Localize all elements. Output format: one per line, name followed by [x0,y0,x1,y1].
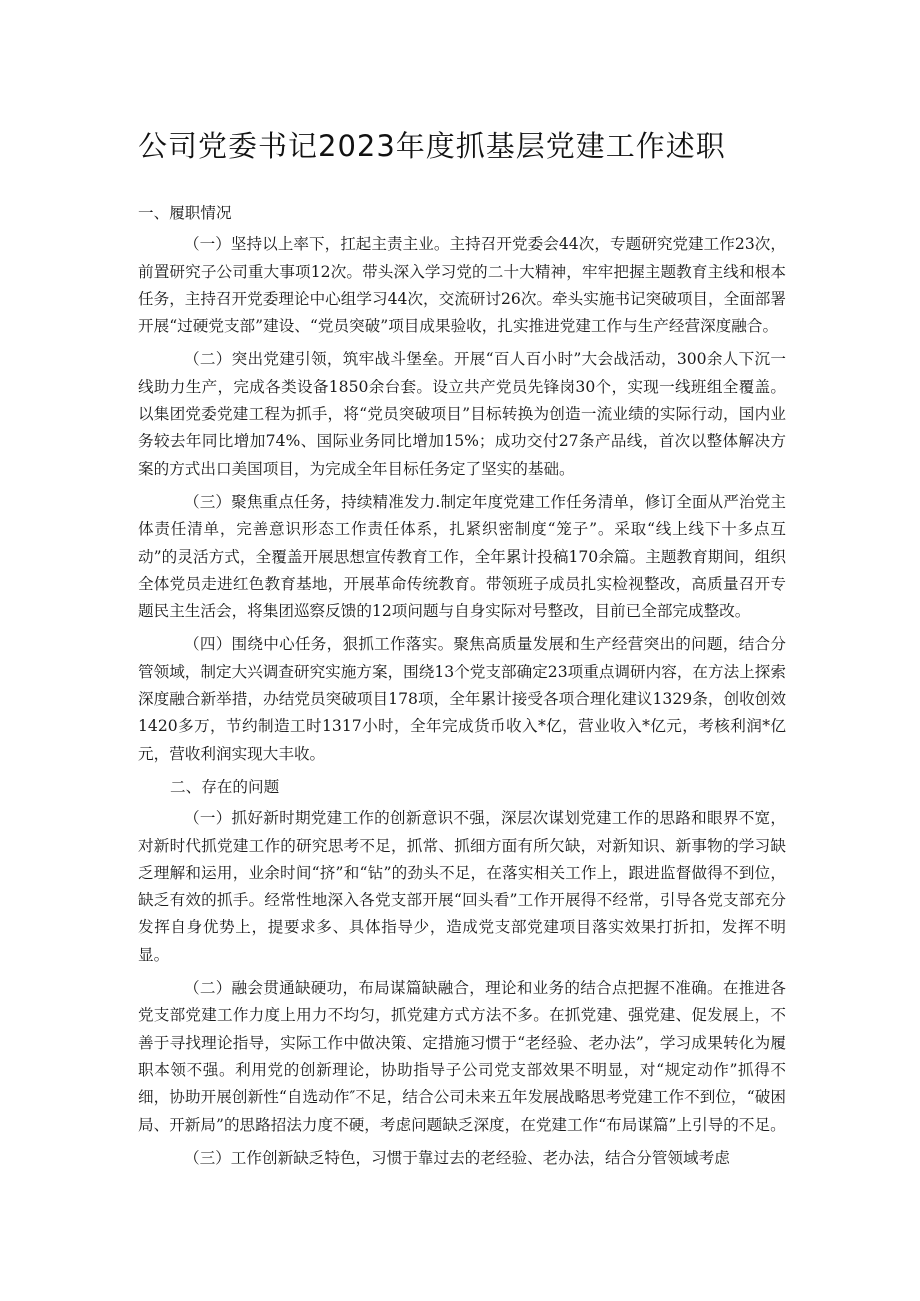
paragraph: （二）突出党建引领，筑牢战斗堡垒。开展“百人百小时”大会战活动，300余人下沉一线助力生产，完成各类设备1850余台套。设立共产党员先锋岗30个，实现一线班组全覆盖。以集团党委党建工程为抓手，将“党员突破项目”目标转换为创造一流业绩的实际行动，国内业务较去年同比增加74%、国际业务同比增加15%；成功交付27条产品线，首次以整体解决方案的方式出口美国项目，为完成全年目标任务定了坚实的基础。 [138,350,786,478]
document-title: 公司党委书记2023年度抓基层党建工作述职 [138,129,726,163]
paragraph: （一）抓好新时期党建工作的创新意识不强，深层次谋划党建工作的思路和眼界不宽，对新时代抓党建工作的研究思考不足，抓常、抓细方面有所欠缺，对新知识、新事物的学习缺乏理解和运用，业余时间“挤”和“钻”的劲头不足，在落实相关工作上，跟进监督做得不到位，缺乏有效的抓手。经常性地深入各党支部开展“回头看”工作开展得不经常，引导各党支部充分发挥自身优势上，提要求多、具体指导少，造成党支部党建项目落实效果打折扣，发挥不明显。 [138,809,786,964]
document-body [138,200,786,1178]
paragraph: （三）聚焦重点任务，持续精准发力.制定年度党建工作任务清单，修订全面从严治党主体责任清单，完善意识形态工作责任体系，扎紧织密制度“笼子”。采取“线上线下十多点互动”的灵活方式，全覆盖开展思想宣传教育工作，全年累计投稿170余篇。主题教育期间，组织全体党员走进红色教育基地，开展革命传统教育。带领班子成员扎实检视整改，高质量召开专题民主生活会，将集团巡察反馈的12项问题与自身实际对号整改，目前已全部完成整改。 [138,492,786,621]
paragraph: （三）工作创新缺乏特色，习惯于靠过去的老经验、老办法，结合分管领域考虑 [184,1148,730,1167]
section-heading-performance: 一、履职情况 [138,204,232,222]
paragraph: （一）坚持以上率下，扛起主责主业。主持召开党委会44次，专题研究党建工作23次，前置研究子公司重大事项12次。带头深入学习党的二十大精神，牢牢把握主题教育主线和根本任务，主持召开党委理论中心组学习44次，交流研讨26次。牵头实施书记突破项目，全面部署开展“过硬党支部”建设、“党员突破”项目成果验收，扎实推进党建工作与生产经营深度融合。 [138,235,786,336]
section-heading-problems: 二、存在的问题 [170,777,280,796]
paragraph: （四）围绕中心任务，狠抓工作落实。聚焦高质量发展和生产经营突出的问题，结合分管领域，制定大兴调查研究实施方案，围绕13个党支部确定23项重点调研内容，在方法上探索深度融合新举措，办结党员突破项目178项，全年累计接受各项合理化建议1329条，创收创效1420多万，节约制造工时1317小时，全年完成货币收入*亿，营业收入*亿元，考核利润*亿元，营收利润实现大丰收。 [138,635,786,763]
paragraph: （二）融会贯通缺硬功，布局谋篇缺融合，理论和业务的结合点把握不准确。在推进各党支部党建工作力度上用力不均匀，抓党建方式方法不多。在抓党建、强党建、促发展上，不善于寻找理论指导，实际工作中做决策、定措施习惯于“老经验、老办法”，学习成果转化为履职本领不强。利用党的创新理论，协助指导子公司党支部效果不明显，对“规定动作”抓得不细，协助开展创新性“自选动作″不足，结合公司未来五年发展战略思考党建工作不到位，“破困局、开新局”的思路招法力度不硬，考虑问题缺乏深度，在党建工作“布局谋篇”上引导的不足。 [138,979,786,1134]
